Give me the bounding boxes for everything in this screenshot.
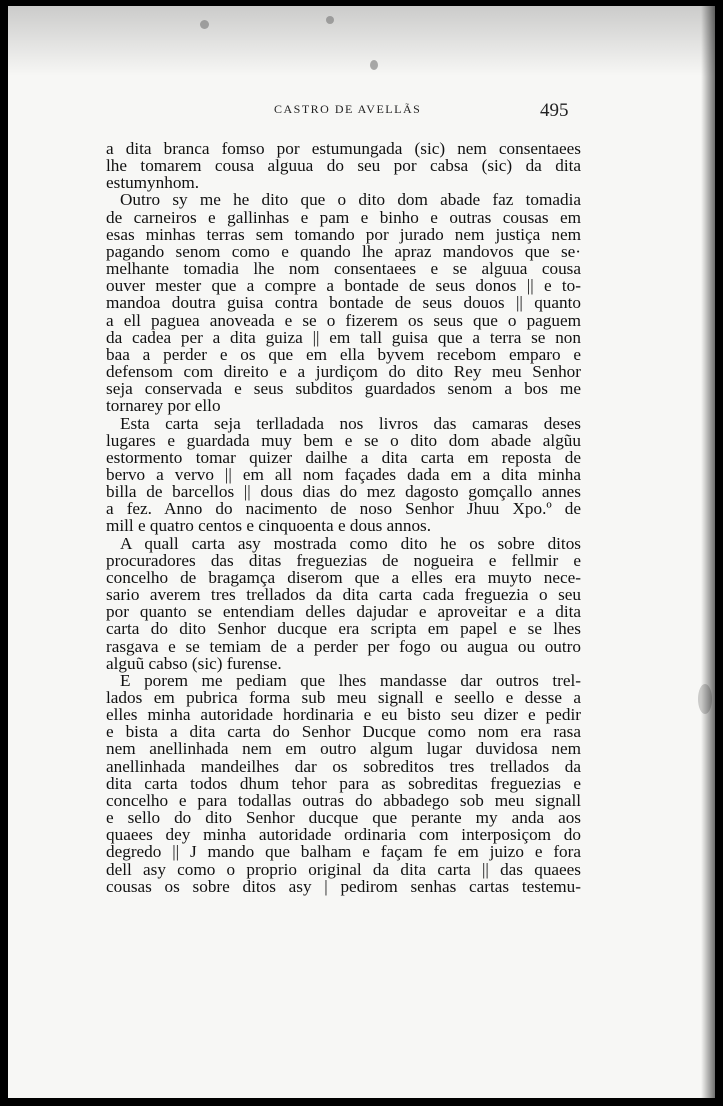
text-line: por quanto se entendiam delles dajudar e aproveitar e a dita bbox=[106, 602, 581, 622]
text-line: rasgava e se temiam de a perder per fogo ou augua ou outro bbox=[106, 636, 581, 656]
book-page bbox=[8, 6, 715, 1098]
text-line: da cadea per a dita guiza || em tall guisa que a terra se non bbox=[106, 327, 581, 347]
text-line: e bista a dita carta do Senhor Ducque como nom era rasa bbox=[106, 722, 581, 742]
text-line: baa a perder e os que em ella byvem recebom emparo e bbox=[106, 344, 581, 364]
text-line: mill e quatro centos e cinquoenta e dous annos. bbox=[106, 516, 432, 536]
text-line: defensom com direito e a jurdiçom do dito Rey meu Senhor bbox=[106, 362, 581, 382]
text-line: tornarey por ello bbox=[106, 396, 221, 416]
text-line: A quall carta asy mostrada como dito he os sobre ditos bbox=[120, 533, 581, 553]
text-line: carta do dito Senhor ducque era scripta em papel e se lhes bbox=[106, 619, 581, 639]
text-line: bervo a vervo || em all nom façades dada em a dita minha bbox=[106, 464, 581, 484]
text-line: procuradores das ditas freguezias de nogueira e fellmir e bbox=[106, 550, 581, 570]
running-title: CASTRO DE AVELLÃS bbox=[274, 102, 422, 116]
text-line: a ell paguea anoveada e se o fizerem os seus que o paguem bbox=[106, 310, 581, 330]
text-line: melhante tomadia lhe nom consentaees e se alguua cousa bbox=[106, 259, 581, 279]
text-line: pagando senom como e quando lhe apraz mandovos que se· bbox=[106, 241, 581, 261]
text-line: dita carta todos dhum tehor para as sobreditas freguezias e bbox=[106, 773, 581, 793]
text-line: billa de barcellos || dous dias do mez dagosto gomçallo annes bbox=[106, 482, 581, 502]
ink-spot bbox=[326, 16, 334, 24]
text-line: quaees dey minha autoridade ordinaria com interposiçom do bbox=[106, 825, 581, 845]
text-line: concelho e para todallas outras do abbadego sob meu signall bbox=[106, 790, 581, 810]
ink-spot bbox=[200, 20, 209, 29]
text-line: nem anellinhada nem em outro algum lugar duvidosa nem bbox=[106, 739, 581, 759]
text-line: a dita branca fomso por estumungada (sic) nem consentaees bbox=[106, 139, 581, 158]
text-line: de carneiros e gallinhas e pam e binho e outras cousas em bbox=[106, 207, 581, 227]
text-line: a fez. Anno do nacimento de noso Senhor Jhuu Xpo.º de bbox=[106, 499, 581, 519]
text-line: elles minha autoridade hordinaria e eu bisto seu dizer e pedir bbox=[106, 705, 581, 725]
text-line: estormento tomar quizer dailhe a dita carta em reposta de bbox=[106, 447, 581, 467]
text-line: ouver mester que a compre a bontade de seus donos || e to- bbox=[106, 276, 581, 296]
page-number: 495 bbox=[540, 100, 569, 121]
page-edge-shadow bbox=[701, 6, 715, 1098]
text-line: lados em pubrica forma sub meu signall e seello e desse a bbox=[106, 688, 581, 707]
text-line: Outro sy me he dito que o dito dom abade faz tomadia bbox=[120, 190, 581, 210]
text-line: Esta carta seja terlladada nos livros das camaras deses bbox=[120, 413, 581, 433]
text-line: E porem me pediam que lhes mandasse dar outros trel- bbox=[120, 670, 581, 690]
text-line: sario averem tres trellados da dita carta cada freguezia o seu bbox=[106, 585, 581, 605]
text-line: esas minhas terras sem tomando por jurado nem justiça nem bbox=[106, 224, 581, 244]
text-line: dell asy como o proprio original da dita carta || das quaees bbox=[106, 859, 581, 879]
text-line: e sello do dito Senhor ducque que perante my anda aos bbox=[106, 808, 581, 828]
ink-spot bbox=[370, 60, 378, 70]
text-line: anellinhada mandeilhes dar os sobreditos tres trellados da bbox=[106, 756, 581, 776]
text-line: concelho de bragamça diserom que a elles era muyto nece- bbox=[106, 567, 581, 587]
text-line: degredo || J mando que balham e façam fe em juizo e fora bbox=[106, 842, 581, 862]
page-header bbox=[8, 100, 715, 124]
scan-shadow bbox=[8, 6, 715, 76]
text-line: lhe tomarem cousa alguua do seu por cabsa (sic) da dita bbox=[106, 156, 581, 176]
text-line: alguũ cabso (sic) furense. bbox=[106, 653, 282, 673]
text-line: estumynhom. bbox=[106, 173, 200, 193]
body-text bbox=[106, 140, 581, 895]
text-line: seja conservada e seus subditos guardados senom a bos me bbox=[106, 379, 581, 399]
text-line: cousas os sobre ditos asy | pedirom senhas cartas testemu- bbox=[106, 876, 581, 896]
text-line: lugares e guardada muy bem e se o dito dom abade algũu bbox=[106, 430, 581, 450]
text-line: mandoa doutra guisa contra bontade de seus douos || quanto bbox=[106, 293, 581, 313]
